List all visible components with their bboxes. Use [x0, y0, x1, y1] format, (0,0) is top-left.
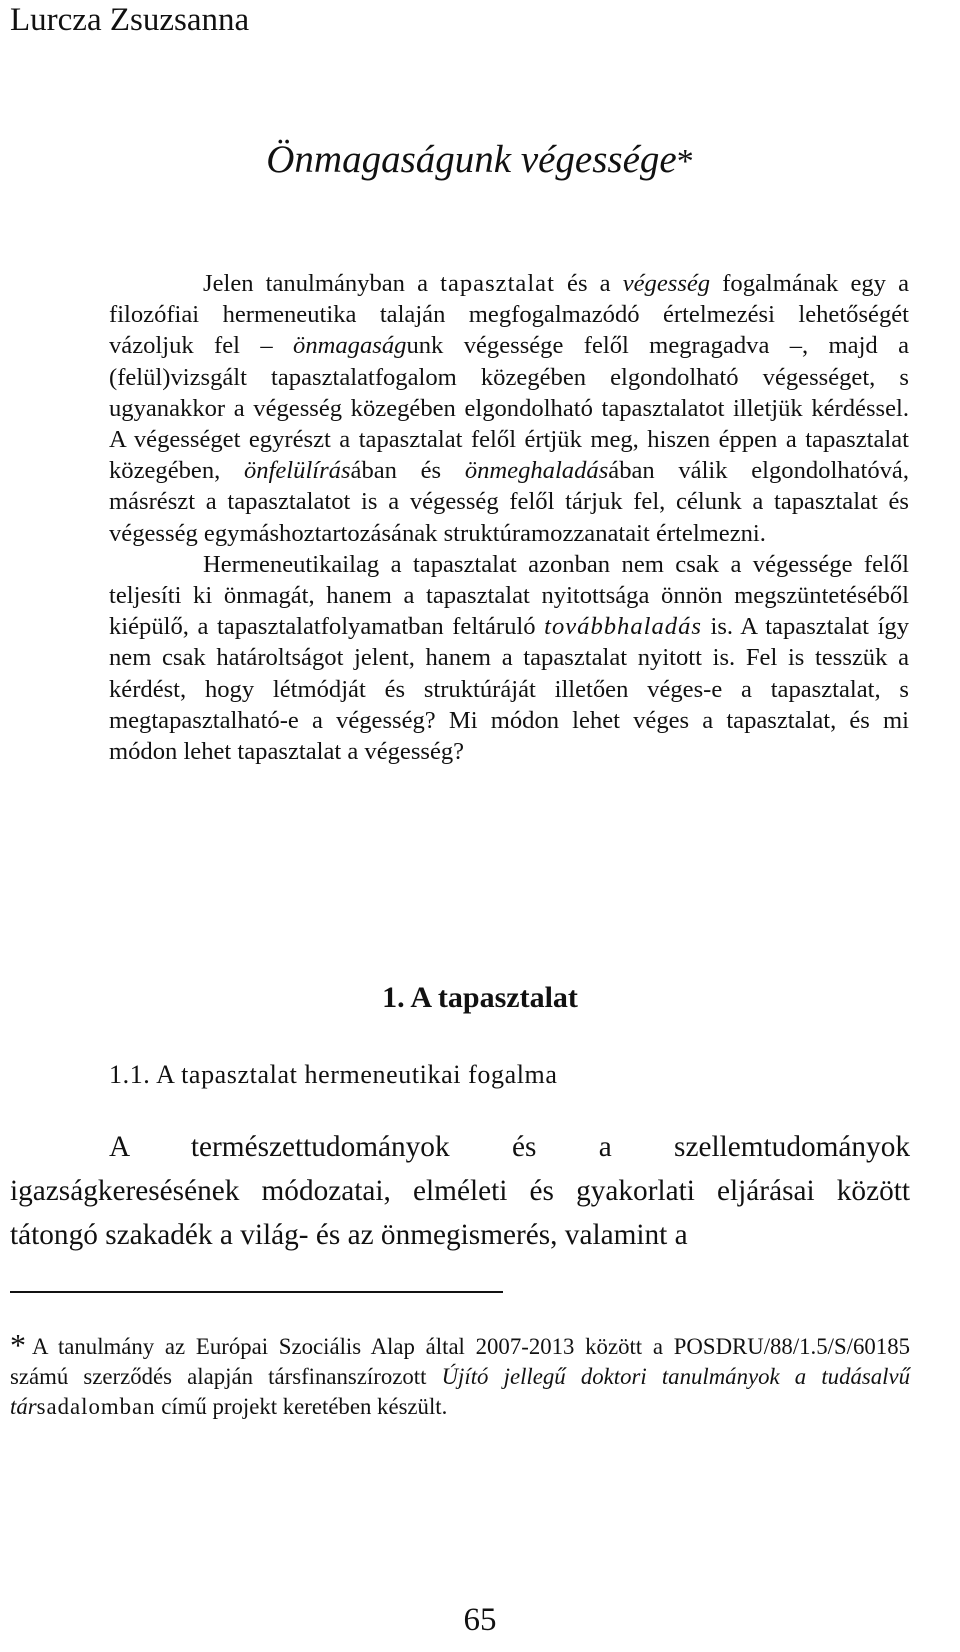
footnote-rule	[10, 1291, 503, 1293]
italic-term-onmagasag: önmagaság	[293, 332, 407, 360]
abstract-paragraph-1	[109, 268, 909, 549]
text-run: fogalmának egy a filozófiai hermeneutika talaján megfogalmazódó értelmezési lehetőségét vázoljuk fel –	[109, 270, 909, 360]
section-heading: 1. A tapasztalat	[382, 981, 578, 1014]
spaced-term-tapasztalat: tapasztalat	[440, 270, 555, 297]
text-run: unk végessége felől megragadva –, majd a (felül)vizsgált tapasztalatfogalom közegében elgondolható végességet, s ugyanakkor a végesség közegében elgondolható tapasztalatot illetjük kérdéssel. A végességet egyrészt a tapasztalat felől értjük meg, hiszen éppen a tapasztalat közegében,	[109, 332, 909, 485]
text-run: Hermeneutikailag a tapasztalat azonban nem csak a végessége felől teljesíti ki önmagát, hanem a tapasztalat nyitottsága önnön megszüntetéséből kiépülő, a tapasztalatfolyamatban feltáruló	[109, 550, 909, 641]
abstract-paragraph-2	[109, 549, 909, 767]
text-run: és a	[554, 270, 623, 297]
footnote-marker: *	[10, 1327, 26, 1363]
footnote-text-end: című projekt keretében készült.	[155, 1394, 448, 1420]
italic-term-vegesseg: végesség	[622, 270, 711, 297]
text-run: Jelen tanulmányban a	[203, 270, 441, 297]
italic-term-onmeghaladas: önmeghaladás	[464, 457, 609, 485]
italic-term-tovabbhaladas: továbbhaladás	[544, 613, 702, 641]
text-run: ában válik elgondolhatóvá, másrészt a tapasztalatot is a végesség felől tárjuk fel, célunk a tapasztalat és végesség egymáshoztartozásának struktúramozzanatait értelmezni.	[109, 457, 909, 547]
title-footnote-marker: *	[676, 143, 694, 180]
italic-term-onfelulirasa: önfelülírás	[243, 457, 351, 485]
footnote-project-title-tail: sadalomban	[36, 1394, 156, 1420]
body-paragraph: A természettudományok és a szellemtudományok igazságkeresésének módozatai, elméleti és gyakorlati eljárásai között tátongó szakadék a világ- és az önmegismerés, valamint a	[10, 1131, 910, 1251]
footnote-project-title: Újító jellegű doktori tanulmányok a tudásalvű tár	[10, 1364, 910, 1420]
author-name: Lurcza Zsuzsanna	[10, 2, 250, 38]
subsection-heading: 1.1. A tapasztalat hermeneutikai fogalma	[109, 1060, 558, 1089]
article-title-text: Önmagaságunk végessége	[266, 138, 677, 181]
text-run: ában és	[350, 457, 465, 485]
page-number: 65	[463, 1602, 497, 1638]
text-run: is. A tapasztalat így nem csak határoltságot jelent, hanem a tapasztalat nyitott is. Fel is tesszük a kérdést, hogy létmódját és struktúráját illetően véges-e a tapasztalat, s megtapasztalható-e a végesség? Mi módon lehet véges a tapasztalat, és mi módon lehet tapasztalat a végesség?	[109, 613, 909, 766]
body-text	[10, 1125, 910, 1257]
footnote	[10, 1327, 910, 1423]
footnote-text: A tanulmány az Európai Szociális Alap által 2007-2013 között a POSDRU/88/1.5/S/60185 számú szerződés alapján társfinanszírozott	[10, 1334, 910, 1390]
article-title	[0, 135, 960, 187]
abstract	[109, 268, 909, 767]
